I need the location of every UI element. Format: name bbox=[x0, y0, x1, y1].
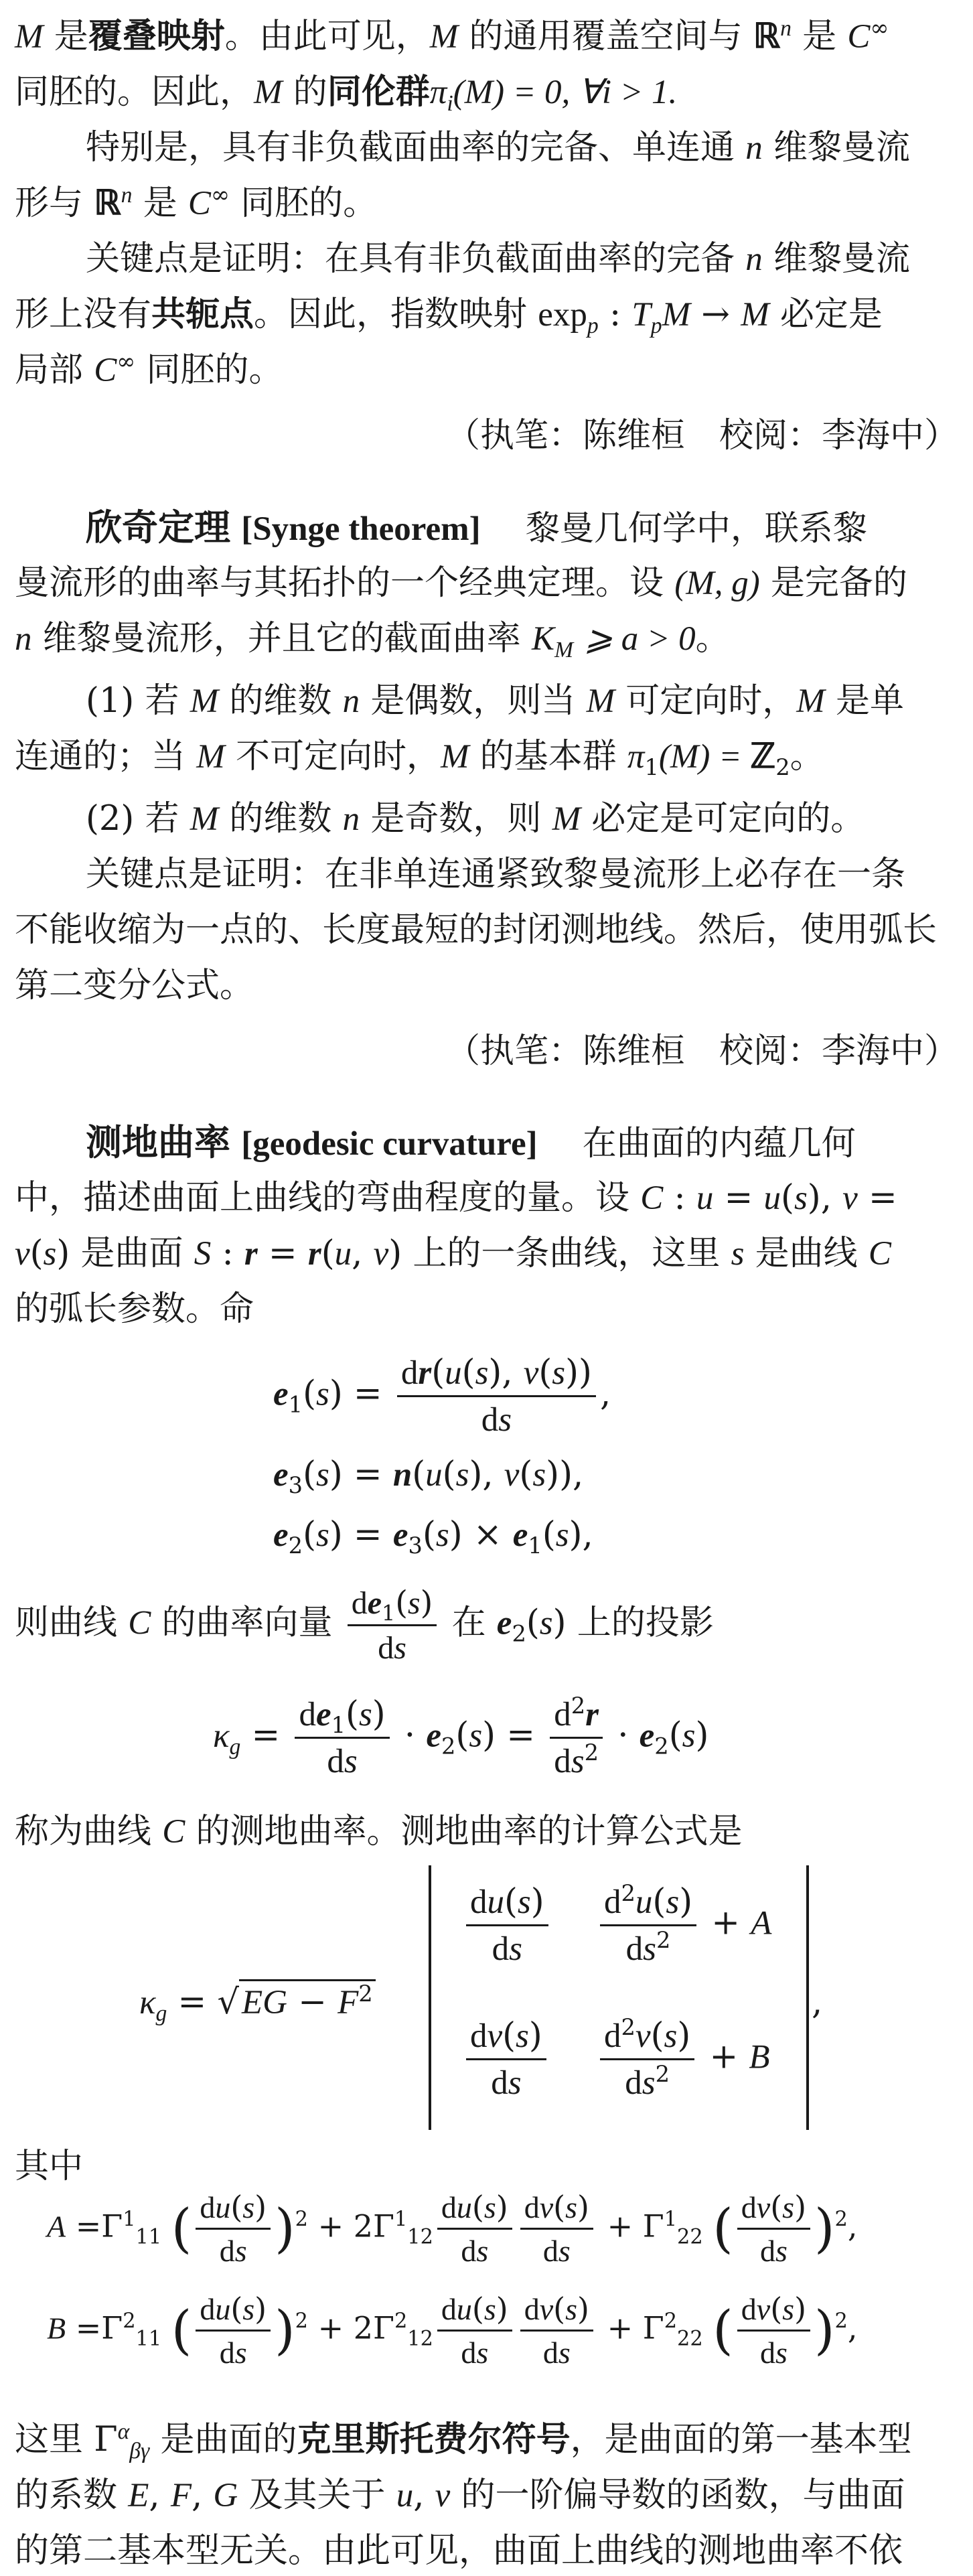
text-line: 关键点是证明：在非单连通紧致黎曼流形上必存在一条 bbox=[86, 855, 906, 894]
det-cell-21: $\frac{dv(s)}{ds}$ bbox=[462, 2016, 550, 2102]
equation-e3: $e_3(s) = n(u(s)$, v(s)), bbox=[273, 1455, 584, 1499]
text-line: 第二变分公式。 bbox=[15, 966, 254, 1005]
credit-line: （执笔：陈维桓 校阅：李海中） bbox=[445, 416, 958, 455]
text-line: 形上没有共轭点。因此，指数映射 $\exp_p$ : $T_pM \to M$ 必定是 bbox=[15, 295, 883, 339]
text-line: v(s) 是曲面 S : r = r(u, v) 上的一条曲线，这里 s 是曲线 C bbox=[15, 1234, 891, 1273]
text-line: 这里 $\Gamma^\alpha_{\beta\gamma}$ 是曲面的克里斯托费尔符号，是曲面的第一基本型 bbox=[15, 2419, 912, 2464]
det-cell-12: $\frac{d^2u(s)}{ds^2}$ + A bbox=[596, 1882, 771, 1969]
entry-title-geodesic: 测地曲率 bbox=[86, 1121, 230, 1163]
equation-A: $A =\Gamma^1_{11}$ ( $\frac{du(s)}{ds}$ )$^2 + 2\Gamma^1_{12}$ $\frac{du(s)}{ds}$ $\frac{dv(s)}{ds}$ + $\Gamma^1_{22}$ ( $\frac{dv(s)}{ds}$ )$^2$, bbox=[47, 2189, 858, 2268]
equation-e1: $e_1(s)$ = $\frac{dr(u(s), v(s))}{ds}$ , bbox=[273, 1353, 611, 1439]
term-covering-map: 覆叠映射 bbox=[88, 17, 225, 56]
text-line: 特别是，具有非负截面曲率的完备、单连通 n 维黎曼流 bbox=[86, 128, 910, 167]
text-line: n 维黎曼流形，并且它的截面曲率 $K_M$ ⩾ a > 0。 bbox=[15, 619, 730, 663]
text-line: 局部 C∞ 同胚的。 bbox=[15, 348, 283, 390]
entry-title-synge: 欣奇定理 bbox=[86, 506, 230, 549]
text-line: 其中 bbox=[15, 2147, 84, 2186]
term-christoffel: 克里斯托费尔符号 bbox=[297, 2420, 571, 2459]
term-homotopy-group: 同伦群 bbox=[327, 72, 430, 112]
equation-B: $B =\Gamma^2_{11}$ ( $\frac{du(s)}{ds}$ )$^2 + 2\Gamma^2_{12}$ $\frac{du(s)}{ds}$ $\frac{dv(s)}{ds}$ + $\Gamma^2_{22}$ ( $\frac{dv(s)}{ds}$ )$^2$, bbox=[47, 2291, 858, 2370]
text-line: 同胚的。因此，M 的同伦群$\pi_i(M) = 0$, ∀i > 1. bbox=[15, 72, 678, 117]
text-line: 关键点是证明：在具有非负截面曲率的完备 n 维黎曼流 bbox=[86, 239, 910, 279]
text-line: 的弧长参数。命 bbox=[15, 1289, 254, 1329]
text-line: 中，描述曲面上曲线的弯曲程度的量。设 C : u = u(s), v = bbox=[15, 1178, 897, 1218]
text-line: 不能收缩为一点的、长度最短的封闭测地线。然后，使用弧长 bbox=[15, 910, 938, 950]
det-cell-11: $\frac{du(s)}{ds}$ bbox=[462, 1882, 552, 1969]
equation-kg-definition: $\kappa_g$ = $\frac{de_1(s)}{ds}$ · $e_2(s)$ = $\frac{d^2r}{ds^2}$ · $e_2(s)$ bbox=[213, 1693, 709, 1780]
det-cell-22: $\frac{d^2v(s)}{ds^2}$ + B bbox=[596, 2016, 770, 2102]
text-line: 的系数 E, F, G 及其关于 u, v 的一阶偏导数的函数，与曲面 bbox=[15, 2476, 905, 2515]
equation-kg-formula-lhs: $\kappa_g = √EG - F^2$ bbox=[139, 1983, 376, 2022]
text-line: M 是覆叠映射。由此可见，M 的通用覆盖空间与 ℝ$^n$ 是 C∞ bbox=[15, 15, 889, 56]
term-conjugate-point: 共轭点 bbox=[151, 295, 254, 334]
equation-comma: , bbox=[812, 1983, 823, 2022]
text-line: 则曲线 C 的曲率向量 $\frac{de_1(s)}{ds}$ 在 $e_2(s)$ 上的投影 bbox=[15, 1584, 714, 1666]
entry-english-synge: [Synge theorem] bbox=[241, 510, 481, 548]
text-line: 称为曲线 C 的测地曲率。测地曲率的计算公式是 bbox=[15, 1812, 743, 1851]
credit-line: （执笔：陈维桓 校阅：李海中） bbox=[445, 1031, 958, 1071]
equation-e2: $e_2(s) = e_3(s) \times e_1(s)$, bbox=[273, 1515, 593, 1559]
text-line: (1) 若 M 的维数 n 是偶数，则当 M 可定向时，M 是单 bbox=[86, 681, 905, 721]
text-line: (2) 若 M 的维数 n 是奇数，则 M 必定是可定向的。 bbox=[86, 799, 865, 839]
text-line: 形与 ℝ$^n$ 是 C∞ 同胚的。 bbox=[15, 182, 378, 223]
entry-heading-line: 测地曲率 [geodesic curvature] 在曲面的内蕴几何 bbox=[86, 1121, 856, 1163]
entry-heading-line: 欣奇定理 [Synge theorem] 黎曼几何学中，联系黎 bbox=[86, 506, 867, 549]
entry-english-geodesic: [geodesic curvature] bbox=[241, 1125, 538, 1163]
text-line: 的第二基本型无关。由此可见，曲面上曲线的测地曲率不依 bbox=[15, 2531, 903, 2571]
text-line: 曼流形的曲率与其拓扑的一个经典定理。设 (M, g) 是完备的 bbox=[15, 563, 907, 603]
text-line: 连通的；当 M 不可定向时，M 的基本群 $\pi_1(M)$ = ℤ$_2$。 bbox=[15, 737, 824, 781]
